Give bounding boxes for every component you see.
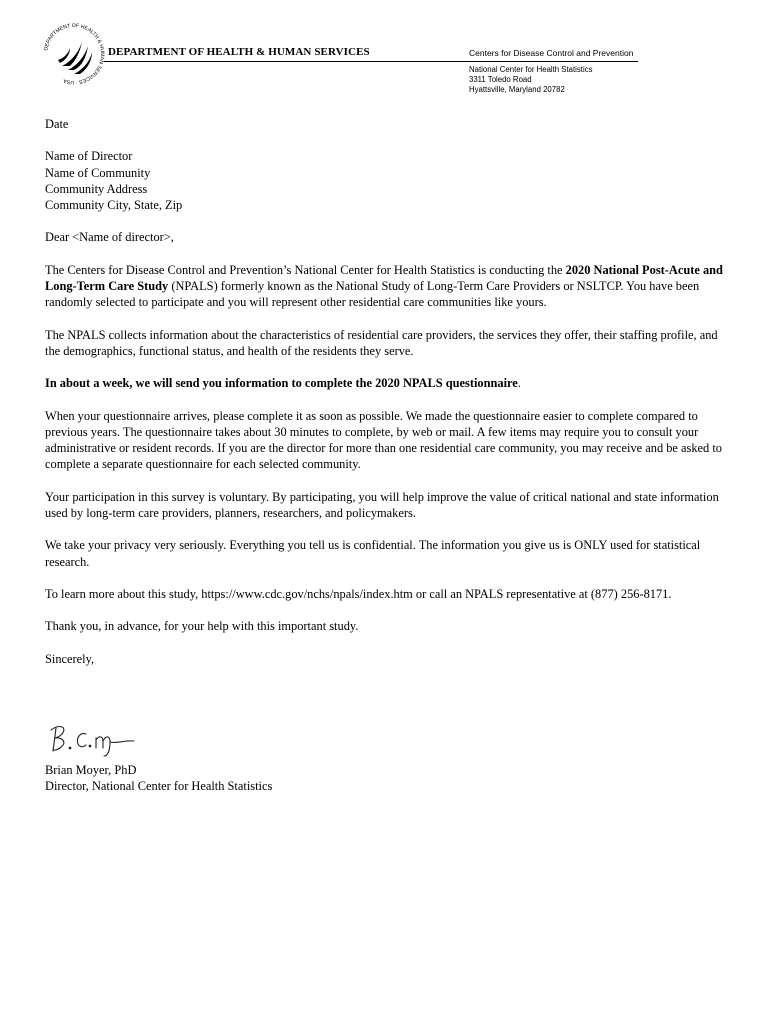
signature-image [46,720,138,758]
paragraph-npals: The NPALS collects information about the characteristics of residential care providers, the services they offer, their staffing profile, and the demographics, functional status, and health of the residents they serve. [45,327,718,358]
paragraph-questionnaire: When your questionnaire arrives, please complete it as soon as possible. We made the questionnaire easier to complete compared to previous years. The questionnaire takes about 30 minutes to complete, by web or mail. A few items may require you to consult your administrative or resident records. If you are the director for more than one residential care community, you may receive and be asked to complete a separate questionnaire for each selected community. [45,408,722,472]
paragraph-notice: In about a week, we will send you information to complete the 2020 NPALS questionnaire. [45,376,521,391]
address-line: National Center for Health Statistics [469,65,593,74]
address-line: Hyattsville, Maryland 20782 [469,85,565,94]
signer-name: Brian Moyer, PhD [45,763,137,777]
hhs-seal-logo [40,20,108,88]
paragraph-contact: To learn more about this study, https://www.cdc.gov/nchs/npals/index.htm or call an NPALS representative at (877) 256-8171. [45,586,672,601]
paragraph-privacy: We take your privacy very seriously. Everything you tell us is confidential. The information you give us is ONLY used for statistical research. [45,538,701,569]
closing: Sincerely, [45,651,95,666]
paragraph-intro: The Centers for Disease Control and Prevention’s National Center for Health Statistics is conducting the 2020 National Post-Acute and Long-Term Care Study (NPALS) formerly known as the National Study of Long-Term Care Providers or NSLTCP. You have been randomly selected to participate and you will represent other residential care communities like yours. [45,262,723,310]
study-name: 2020 National Post-Acute and Long-Term Care Study [45,262,723,294]
recipient-line: Name of Community [45,165,151,180]
address-line: 3311 Toledo Road [469,75,532,84]
agency-address [469,65,593,95]
seal-text: DEPARTMENT OF HEALTH & HUMAN SERVICES · USA [43,22,106,86]
header-divider [104,61,638,62]
department-name: DEPARTMENT OF HEALTH & HUMAN SERVICES [108,46,370,58]
svg-text:DEPARTMENT OF HEALTH & HUMAN S [43,23,105,85]
letter-body [45,116,735,667]
letter-date: Date [45,117,69,131]
recipient-line: Community City, State, Zip [45,198,183,213]
salutation: Dear <Name of director>, [45,230,174,245]
paragraph-thanks: Thank you, in advance, for your help with this important study. [45,619,359,634]
agency-name: Centers for Disease Control and Prevention [469,48,634,58]
signer-block [45,762,272,795]
signer-title: Director, National Center for Health Statistics [45,779,273,794]
recipient-line: Community Address [45,181,148,196]
recipient-block [45,148,735,213]
recipient-line: Name of Director [45,149,133,164]
paragraph-voluntary: Your participation in this survey is voluntary. By participating, you will help improve the value of critical national and state information used by long-term care providers, planners, researchers, and policymakers. [45,489,719,521]
